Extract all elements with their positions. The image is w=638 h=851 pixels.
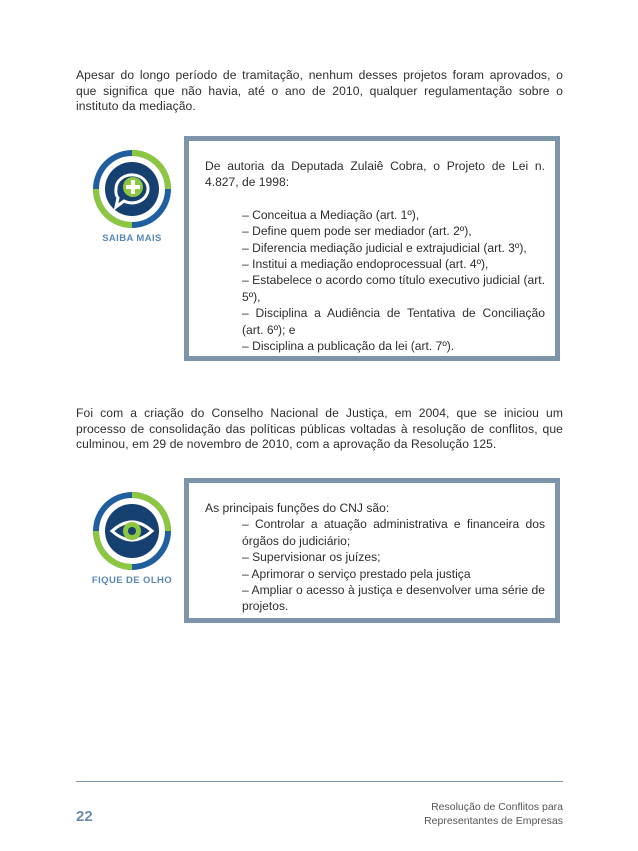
fique-de-olho-content xyxy=(205,500,545,615)
list-item: – Define quem pode ser mediador (art. 2º), xyxy=(242,224,472,239)
saiba-mais-intro: De autoria da Deputada Zulaiê Cobra, o Projeto de Lei n. 4.827, de 1998: xyxy=(205,159,545,190)
fique-de-olho-intro: As principais funções do CNJ são: xyxy=(205,501,390,515)
list-item: – Disciplina a Audiência de Tentativa de Conciliação (art. 6º); e xyxy=(242,306,545,337)
list-item: – Institui a mediação endoprocessual (art. 4º), xyxy=(242,257,489,272)
list-item: – Aprimorar o serviço prestado pela justiça xyxy=(242,566,471,581)
saiba-mais-content xyxy=(205,158,545,354)
intro-paragraph: Apesar do longo período de tramitação, nenhum desses projetos foram aprovados, o que significa que não havia, até o ano de 2010, qualquer regulamentação sobre o instituto da mediação. xyxy=(76,68,563,114)
list-item: – Estabelece o acordo como título executivo judicial (art. 5º), xyxy=(242,273,545,304)
list-item: – Controlar a atuação administrativa e financeira dos órgãos do judiciário; xyxy=(242,517,545,548)
footer-line-2: Representantes de Empresas xyxy=(424,815,563,827)
fique-de-olho-list xyxy=(205,516,545,614)
saiba-mais-label: SAIBA MAIS xyxy=(102,233,162,244)
list-item: – Diferencia mediação judicial e extrajudicial (art. 3º), xyxy=(242,240,527,255)
cnj-paragraph: Foi com a criação do Conselho Nacional de Justiça, em 2004, que se iniciou um processo de consolidação das políticas públicas voltadas à resolução de conflitos, que culminou, em 29 de novembro de 2010, com a aprovação da Resolução 125. xyxy=(76,406,563,452)
footer-divider xyxy=(76,781,563,782)
footer-line-1: Resolução de Conflitos para xyxy=(431,801,563,813)
list-item: – Supervisionar os juízes; xyxy=(242,550,381,565)
list-item: – Conceitua a Mediação (art. 1º), xyxy=(242,207,420,222)
speech-bubble-plus-icon xyxy=(92,149,172,229)
list-item: – Disciplina a publicação da lei (art. 7º). xyxy=(242,339,455,354)
list-item: – Ampliar o acesso à justiça e desenvolver uma série de projetos. xyxy=(242,583,545,614)
eye-icon xyxy=(92,491,172,571)
page-number: 22 xyxy=(76,808,93,825)
footer-title xyxy=(313,800,563,828)
fique-de-olho-label: FIQUE DE OLHO xyxy=(91,575,173,586)
saiba-mais-list xyxy=(205,207,545,355)
